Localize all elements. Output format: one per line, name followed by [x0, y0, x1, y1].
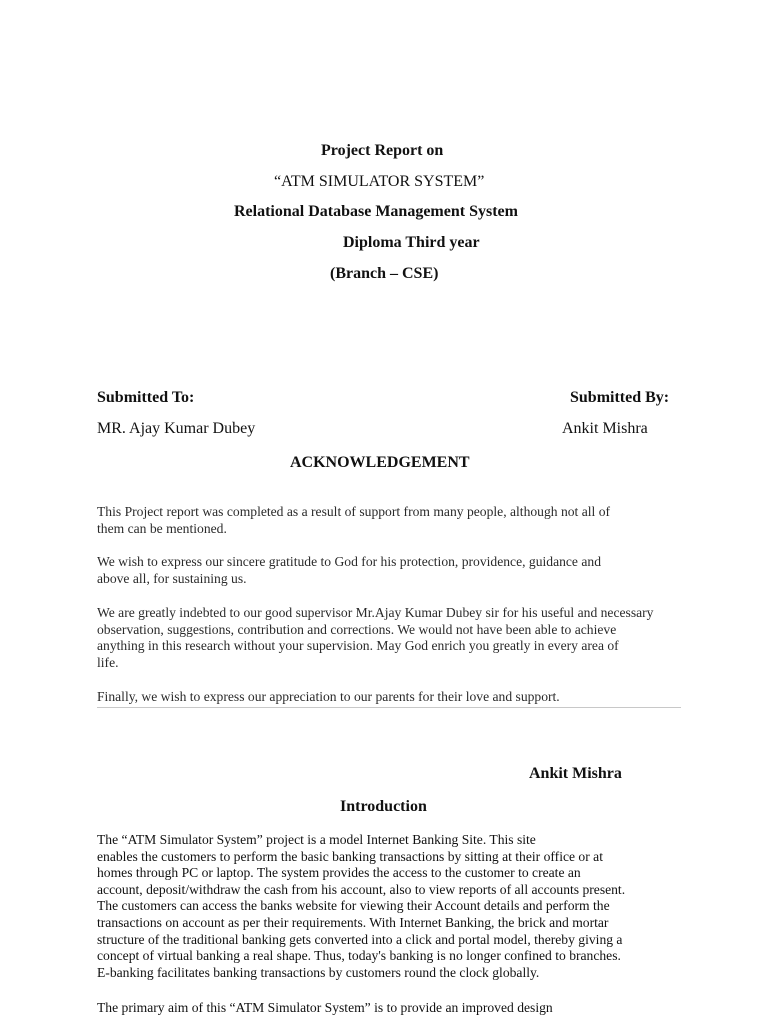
signature-name: Ankit Mishra: [529, 765, 622, 782]
acknowledgement-paragraph: We are greatly indebted to our good supervisor Mr.Ajay Kumar Dubey sir for his useful and necessary observation, suggestions, contribution and corrections. We would not have been able to achieve anything in this research without your supervision. May God enrich you greatly in every area of life.: [97, 605, 654, 670]
acknowledgement-paragraph: We wish to express our sincere gratitude to God for his protection, providence, guidance and above all, for sustaining us.: [97, 554, 601, 586]
acknowledgement-paragraph: This Project report was completed as a result of support from many people, although not all of them can be mentioned.: [97, 504, 611, 536]
acknowledgement-paragraph: Finally, we wish to express our appreciation to our parents for their love and support.: [97, 689, 560, 704]
supervisor-name: MR. Ajay Kumar Dubey: [97, 420, 256, 437]
student-name: Ankit Mishra: [562, 420, 648, 437]
divider-line: [97, 707, 681, 708]
branch-line: (Branch – CSE): [330, 265, 439, 282]
introduction-paragraph: The primary aim of this “ATM Simulator System” is to provide an improved design: [97, 1000, 553, 1015]
submitted-to-label: Submitted To:: [97, 389, 195, 406]
report-title-line: Project Report on: [321, 142, 444, 159]
subject-name: Relational Database Management System: [234, 203, 518, 220]
introduction-paragraph: The “ATM Simulator System” project is a model Internet Banking Site. This site enables the customers to perform the basic banking transactions by sitting at their office or at homes through PC or laptop. The system provides the access to the customer to create an account, deposit/withdraw the cash from his account, also to view reports of all accounts present. The customers can access the banks website for viewing their Account details and perform the transactions on account as per their requirements. With Internet Banking, the brick and mortar structure of the traditional banking gets converted into a click and portal model, thereby giving a concept of virtual banking a real shape. Thus, today's banking is no longer confined to branches. E-banking facilitates banking transactions by customers round the clock globally.: [97, 832, 626, 980]
course-year: Diploma Third year: [343, 234, 480, 251]
project-name: “ATM SIMULATOR SYSTEM”: [274, 173, 485, 190]
introduction-heading: Introduction: [340, 798, 427, 815]
acknowledgement-heading: ACKNOWLEDGEMENT: [290, 454, 470, 471]
submitted-by-label: Submitted By:: [570, 389, 670, 406]
